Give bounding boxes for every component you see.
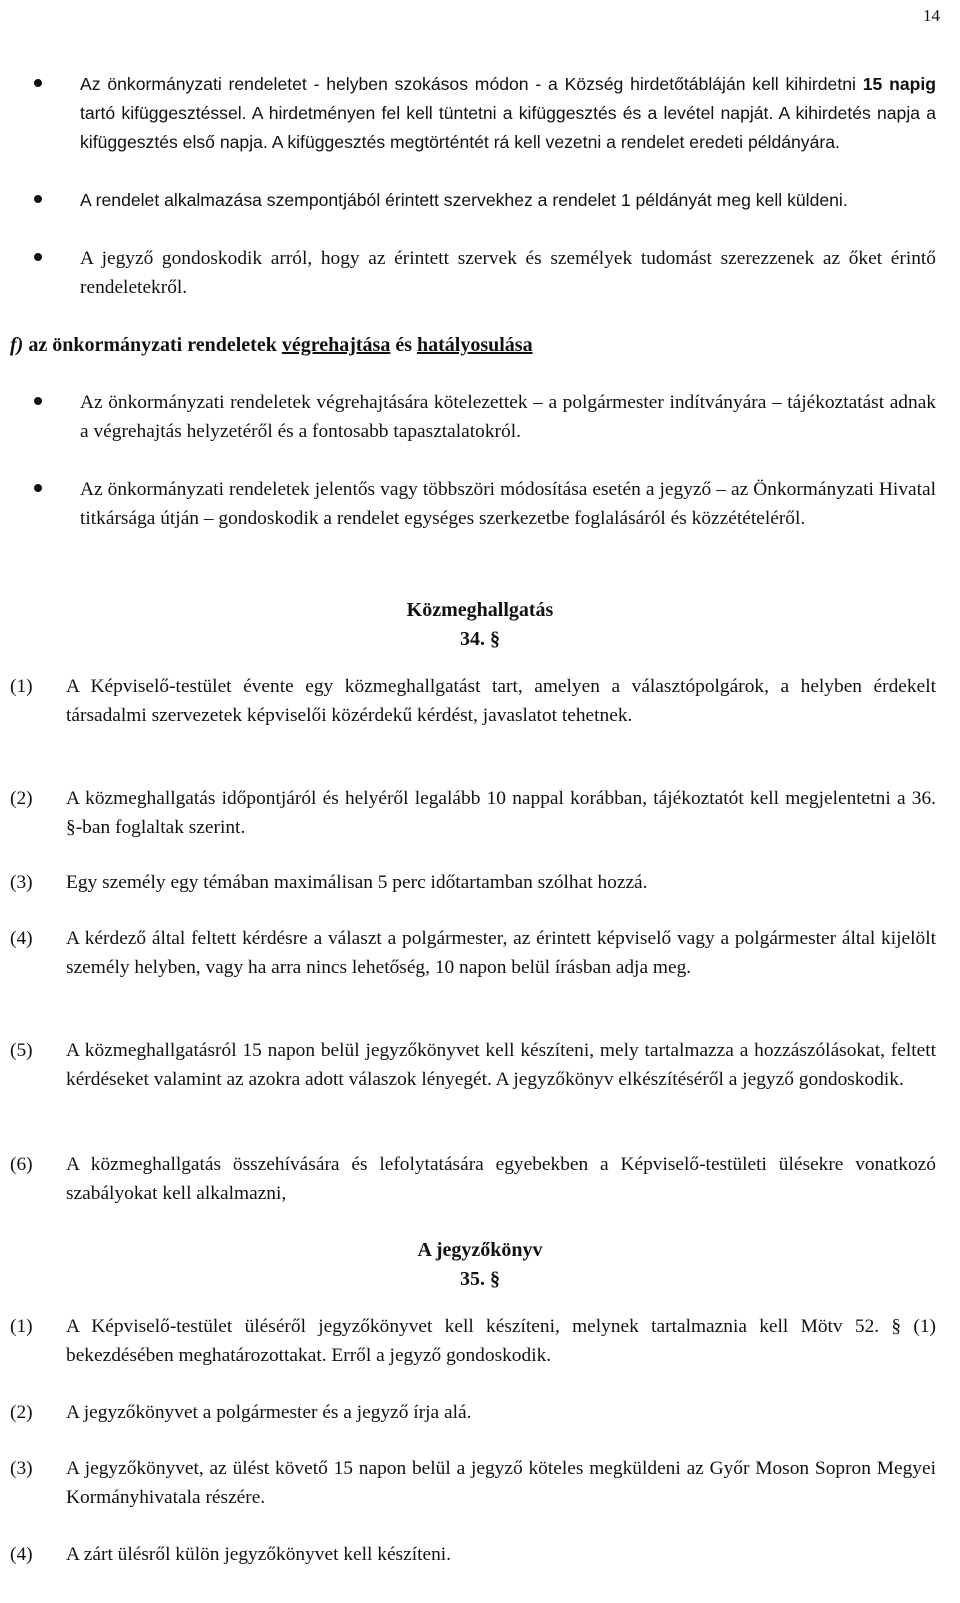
paragraph-text: A közmeghallgatás összehívására és lefolytatására egyebekben a Képviselő-testületi ülésekre vonatkozó szabályokat kell alkalmazni, xyxy=(66,1154,936,1204)
paragraph-number: (4) xyxy=(10,1544,33,1565)
paragraph-text: A jegyzőkönyvet, az ülést követő 15 napon belül a jegyző köteles megküldeni az Győr Moson Sopron Megyei Kormányhivatala részére. xyxy=(66,1458,936,1508)
bullet-icon xyxy=(34,253,42,261)
paragraph-text: A közmeghallgatás időpontjáról és helyéről legalább 10 nappal korábban, tájékoztatót kell megjelentetni a 36. §-ban foglaltak szerint. xyxy=(66,788,936,838)
paragraph-number: (4) xyxy=(10,928,33,949)
bullet-icon xyxy=(34,484,42,492)
paragraph-number: (2) xyxy=(10,1402,33,1423)
bullet-icon xyxy=(34,79,42,87)
bullet-text: Az önkormányzati rendeletek végrehajtására kötelezettek – a polgármester indítványára – tájékoztatást adnak a végrehajtás helyzetéről és a fontosabb tapasztalatokról. xyxy=(80,392,936,442)
section-heading: f) az önkormányzati rendeletek végrehajtása és hatályosulása xyxy=(10,334,533,356)
bullet-icon xyxy=(34,195,42,203)
section-number: 35. § xyxy=(460,1268,500,1290)
paragraph-number: (5) xyxy=(10,1040,33,1061)
paragraph-number: (2) xyxy=(10,788,33,809)
section-title: A jegyzőkönyv xyxy=(417,1239,543,1261)
page-number: 14 xyxy=(923,6,940,25)
paragraph-number: (3) xyxy=(10,872,33,893)
bullet-text: A rendelet alkalmazása szempontjából érintett szervekhez a rendelet 1 példányát meg kell küldeni. xyxy=(80,190,848,210)
bullet-icon xyxy=(34,397,42,405)
paragraph-text: A közmeghallgatásról 15 napon belül jegyzőkönyvet kell készíteni, mely tartalmazza a hozzászólásokat, feltett kérdéseket valamint az azokra adott válaszok lényegét. A jegyzőkönyv elkészítéséről a jegyző gondoskodik. xyxy=(66,1040,936,1090)
paragraph-number: (6) xyxy=(10,1154,33,1175)
paragraph-text: A jegyzőkönyvet a polgármester és a jegyző írja alá. xyxy=(66,1402,472,1423)
paragraph-text: A Képviselő-testület évente egy közmeghallgatást tart, amelyen a választópolgárok, a helyben érdekelt társadalmi szervezetek képviselői közérdekű kérdést, javaslatot tehetnek. xyxy=(66,676,936,726)
bullet-text: A jegyző gondoskodik arról, hogy az érintett szervek és személyek tudomást szerezzenek az őket érintő rendeletekről. xyxy=(80,248,936,298)
paragraph-number: (3) xyxy=(10,1458,33,1479)
bullet-text: Az önkormányzati rendeletet - helyben szokásos módon - a Község hirdetőtábláján kell kihirdetni 15 napig tartó kifüggesztéssel. A hirdetményen fel kell tüntetni a kifüggesztés és a levétel napját. A kihirdetés napja a kifüggesztés első napja. A kifüggesztés megtörténtét rá kell vezetni a rendelet eredeti példányára. xyxy=(80,74,936,152)
section-number: 34. § xyxy=(460,628,500,650)
section-title: Közmeghallgatás xyxy=(406,599,554,621)
paragraph-number: (1) xyxy=(10,676,33,697)
paragraph-number: (1) xyxy=(10,1316,33,1337)
bullet-text: Az önkormányzati rendeletek jelentős vagy többszöri módosítása esetén a jegyző – az Önkormányzati Hivatal titkársága útján – gondoskodik a rendelet egységes szerkezetbe foglalásáról és közzétételéről. xyxy=(80,479,936,529)
paragraph-text: A Képviselő-testület üléséről jegyzőkönyvet kell készíteni, melynek tartalmaznia kell Mötv 52. § (1) bekezdésében meghatározottakat. Erről a jegyző gondoskodik. xyxy=(66,1316,936,1366)
paragraph-text: A zárt ülésről külön jegyzőkönyvet kell készíteni. xyxy=(66,1544,452,1565)
paragraph-text: A kérdező által feltett kérdésre a választ a polgármester, az érintett képviselő vagy a polgármester által kijelölt személy helyben, vagy ha arra nincs lehetőség, 10 napon belül írásban adja meg. xyxy=(66,928,936,978)
paragraph-text: Egy személy egy témában maximálisan 5 perc időtartamban szólhat hozzá. xyxy=(66,872,648,893)
